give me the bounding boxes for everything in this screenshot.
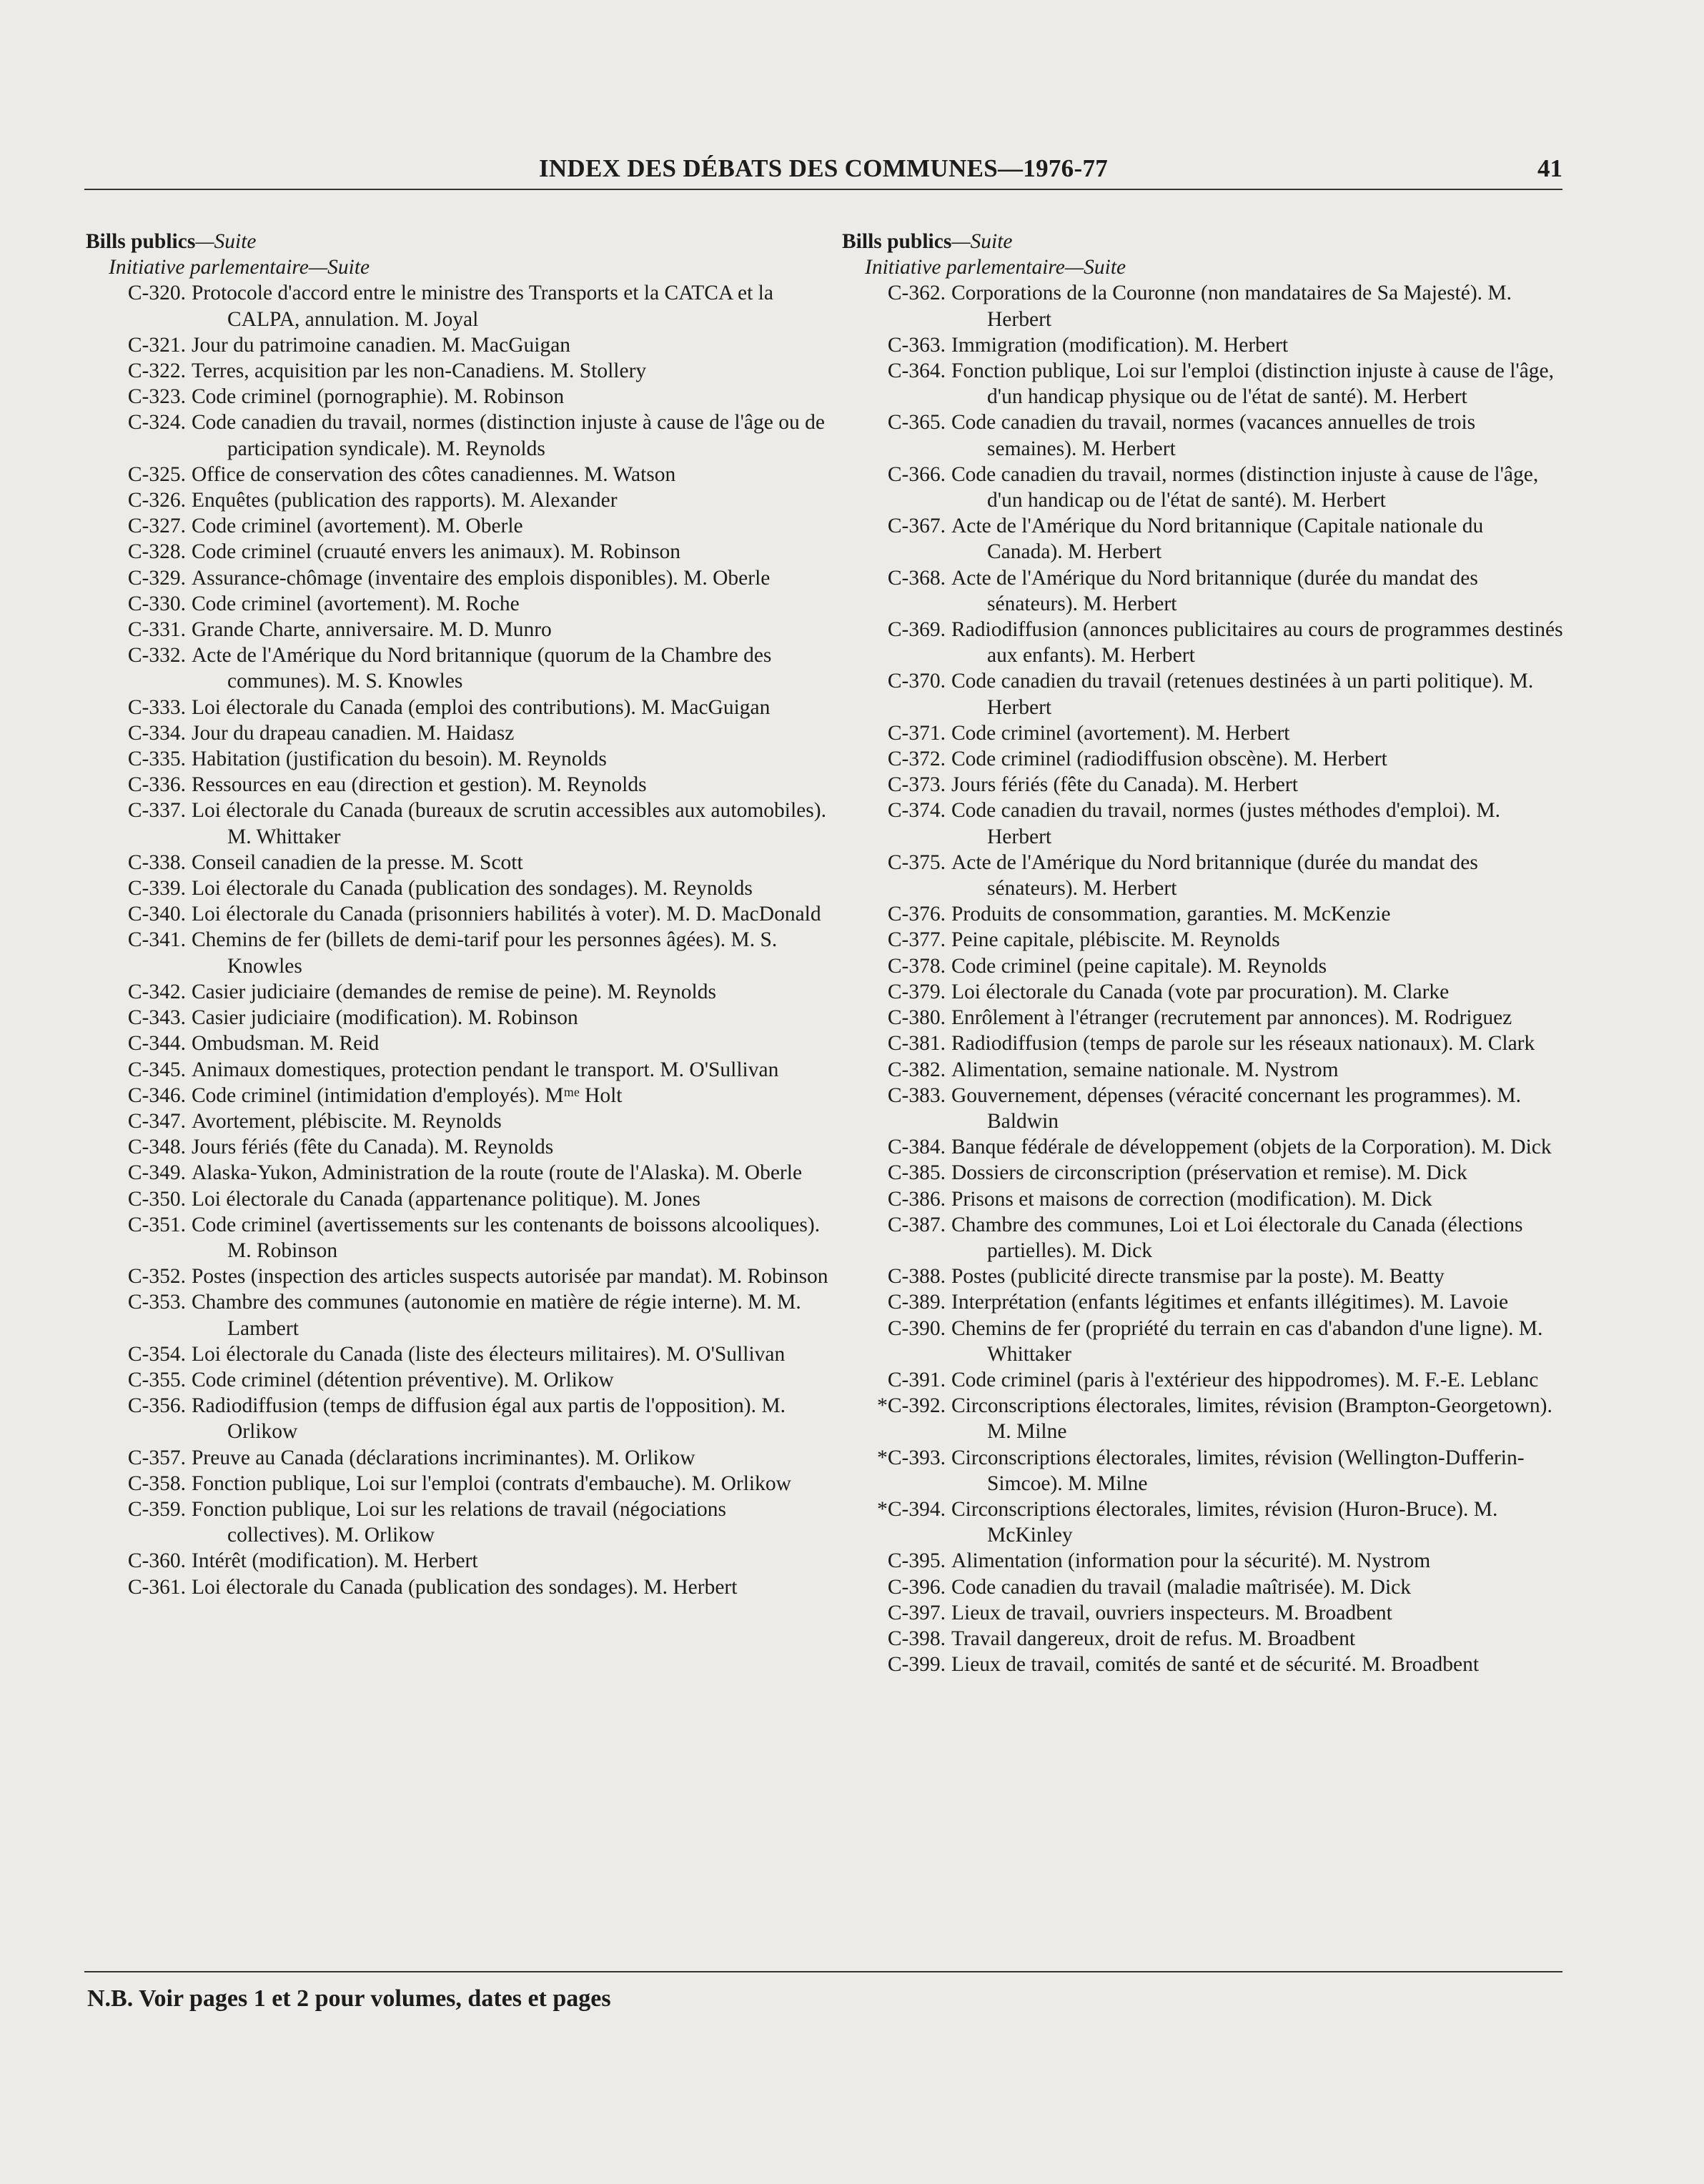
bill-title: Loi électorale du Canada (publication des sondages). M. Reynolds [192,877,753,900]
bill-number: C-395. [887,1549,946,1573]
bill-title: Loi électorale du Canada (vote par procuration). M. Clarke [951,980,1450,1003]
bill-number: C-398. [887,1627,946,1650]
page-title: INDEX DES DÉBATS DES COMMUNES—1976-77 [538,154,1109,182]
bill-title: Code criminel (détention préventive). M. Orlikow [192,1368,614,1391]
bill-number: C-356. [127,1394,186,1418]
bill-number: C-348. [127,1136,186,1159]
index-entry [86,1341,829,1367]
index-entry [86,1031,829,1056]
page-number: 41 [1537,154,1562,182]
bill-number: C-399. [887,1653,946,1677]
index-entry [842,565,1564,617]
index-entry [86,1108,829,1134]
index-entry [86,1134,829,1160]
index-entry [86,875,829,901]
bill-number: C-367. [887,515,946,538]
index-entry [842,280,1564,332]
bill-title: Enrôlement à l'étranger (recrutement par annonces). M. Rodriguez [951,1006,1512,1030]
bill-title: Code canadien du travail, normes (vacances annuelles de trois semaines). M. Herbert [951,411,1476,460]
bill-title: Code criminel (avortement). M. Herbert [951,721,1290,745]
bill-title: Immigration (modification). M. Herbert [951,333,1289,357]
bill-number: C-330. [127,592,186,615]
bill-number: C-347. [127,1109,186,1133]
bill-title: Postes (publicité directe transmise par la poste). M. Beatty [951,1265,1445,1289]
bill-title: Radiodiffusion (temps de parole sur les réseaux nationaux). M. Clark [951,1032,1535,1056]
index-entry [86,565,829,591]
right-column [842,229,1564,1677]
bill-title: Loi électorale du Canada (bureaux de scrutin accessibles aux automobiles). M. Whittaker [192,799,826,848]
bill-number: C-385. [887,1161,946,1185]
bill-number: C-339. [127,877,186,900]
bill-title: Gouvernement, dépenses (véracité concernant les programmes). M. Baldwin [951,1083,1522,1133]
bill-title: Acte de l'Amérique du Nord britannique (durée du mandat des sénateurs). M. Herbert [951,566,1478,615]
index-entry [842,1600,1564,1626]
index-entry [86,1057,829,1083]
index-entry [86,1574,829,1600]
bill-number: C-340. [127,903,186,926]
index-entry [842,1212,1564,1264]
bill-title: Loi électorale du Canada (liste des électeurs militaires). M. O'Sullivan [192,1342,786,1366]
index-entry [842,1083,1564,1134]
bill-number: C-389. [887,1291,946,1314]
bill-title: Code canadien du travail, normes (justes méthodes d'emploi). M. Herbert [951,799,1501,848]
bill-number: C-391. [887,1368,946,1391]
bill-title: Code criminel (paris à l'extérieur des hippodromes). M. F.-E. Leblanc [951,1368,1539,1391]
index-entry [842,1005,1564,1031]
bill-title: Grande Charte, anniversaire. M. D. Munro [192,618,552,642]
bill-title: Code criminel (radiodiffusion obscène). M. Herbert [951,748,1387,771]
bill-number: C-370. [887,670,946,693]
heading-label: Bills publics [86,230,196,253]
bill-number: C-371. [887,721,946,745]
index-entry [842,358,1564,409]
bill-number: C-379. [887,980,946,1003]
index-entry [86,1083,829,1108]
bill-title: Alaska-Yukon, Administration de la route (route de l'Alaska). M. Oberle [192,1161,803,1185]
bill-title: Code criminel (avortement). M. Oberle [192,515,523,538]
bill-title: Banque fédérale de développement (objets de la Corporation). M. Dick [951,1136,1552,1159]
index-entry [842,1186,1564,1212]
bill-number: C-378. [887,954,946,978]
bill-number: *C-393. [877,1446,946,1469]
bill-title: Lieux de travail, comités de santé et de sécurité. M. Broadbent [951,1653,1480,1677]
bill-title: Loi électorale du Canada (emploi des contributions). M. MacGuigan [192,695,771,719]
bill-number: C-335. [127,748,186,771]
index-entry [86,850,829,875]
entry-list [86,280,829,1599]
bill-title: Chemins de fer (propriété du terrain en cas d'abandon d'une ligne). M. Whittaker [951,1316,1543,1366]
heading-label: Bills publics [842,230,952,253]
index-entry [86,358,829,384]
index-entry [86,1548,829,1574]
index-entry [86,901,829,927]
index-entry [86,1212,829,1264]
bill-number: C-380. [887,1006,946,1030]
bill-title: Acte de l'Amérique du Nord britannique (quorum de la Chambre des communes). M. S. Knowles [192,644,772,693]
bill-title: Animaux domestiques, protection pendant le transport. M. O'Sullivan [192,1058,779,1081]
bill-number: C-351. [127,1213,186,1236]
bill-number: C-320. [127,282,186,305]
footer-note: N.B. Voir pages 1 et 2 pour volumes, dates et pages [87,1985,611,2012]
bill-number: C-383. [887,1083,946,1107]
index-entry [86,1289,829,1341]
bill-number: C-361. [127,1575,186,1599]
heading-suffix: —Suite [951,230,1013,253]
bill-number: C-387. [887,1213,946,1236]
bill-number: C-333. [127,695,186,719]
index-entry [842,772,1564,798]
bill-title: Circonscriptions électorales, limites, révision (Brampton-Georgetown). M. Milne [951,1394,1552,1444]
bill-title: Prisons et maisons de correction (modification). M. Dick [951,1187,1432,1211]
bill-title: Code criminel (avortement). M. Roche [192,592,520,615]
bill-number: C-360. [127,1549,186,1573]
bill-number: C-377. [887,928,946,952]
bill-number: C-334. [127,721,186,745]
bill-number: C-337. [127,799,186,823]
bill-number: C-388. [887,1265,946,1289]
bill-title: Conseil canadien de la presse. M. Scott [192,850,523,874]
bill-number: C-390. [887,1316,946,1340]
index-entry [842,462,1564,513]
index-entry [842,1548,1564,1574]
index-entry [842,1445,1564,1496]
bill-number: C-386. [887,1187,946,1211]
bill-number: C-368. [887,566,946,590]
bill-number: *C-392. [877,1394,946,1418]
bill-number: C-349. [127,1161,186,1185]
bill-title: Enquêtes (publication des rapports). M. Alexander [192,489,618,512]
index-entry [842,1367,1564,1393]
bill-title: Terres, acquisition par les non-Canadiens. M. Stollery [192,359,647,383]
bill-number: C-322. [127,359,186,383]
bill-title: Casier judiciaire (demandes de remise de peine). M. Reynolds [192,980,716,1003]
section-heading [842,229,1564,254]
section-subheading: Initiative parlementaire—Suite [109,256,370,279]
bill-number: C-369. [887,618,946,642]
bill-number: C-352. [127,1265,186,1289]
bill-number: C-357. [127,1446,186,1469]
bill-number: C-326. [127,489,186,512]
index-entry [86,1160,829,1186]
index-entry [86,1264,829,1289]
bill-title: Postes (inspection des articles suspects autorisée par mandat). M. Robinson [192,1265,828,1289]
index-entry [86,1393,829,1444]
bill-number: C-329. [127,566,186,590]
bill-title: Lieux de travail, ouvriers inspecteurs. M. Broadbent [951,1601,1392,1624]
bill-number: C-325. [127,462,186,486]
bill-number: C-332. [127,644,186,667]
bill-number: C-355. [127,1368,186,1391]
index-entry [842,979,1564,1005]
bill-title: Radiodiffusion (annonces publicitaires au cours de programmes destinés aux enfants). M. Herbert [951,618,1563,667]
bill-number: C-353. [127,1291,186,1314]
index-entry [842,927,1564,953]
index-entry [842,513,1564,565]
index-entry [842,668,1564,720]
index-entry [86,1005,829,1031]
bill-number: C-382. [887,1058,946,1081]
index-entry [86,1445,829,1471]
bill-title: Corporations de la Couronne (non mandataires de Sa Majesté). M. Herbert [951,282,1512,331]
bill-number: C-362. [887,282,946,305]
footer-rule [84,1971,1562,1972]
entry-list [842,280,1564,1677]
bill-title: Acte de l'Amérique du Nord britannique (Capitale nationale du Canada). M. Herbert [951,515,1484,564]
index-entry [842,409,1564,461]
bill-title: Interprétation (enfants légitimes et enfants illégitimes). M. Lavoie [951,1291,1509,1314]
index-entry [86,617,829,642]
bill-number: C-321. [127,333,186,357]
bill-number: C-331. [127,618,186,642]
bill-title: Office de conservation des côtes canadiennes. M. Watson [192,462,676,486]
bill-number: C-381. [887,1032,946,1056]
bill-number: C-341. [127,928,186,952]
index-entry [86,1496,829,1548]
bill-title: Travail dangereux, droit de refus. M. Broadbent [951,1627,1356,1650]
index-entry [842,953,1564,979]
bill-number: C-372. [887,748,946,771]
bill-title: Jours fériés (fête du Canada). M. Herbert [951,773,1298,797]
section-heading [86,229,829,254]
heading-suffix: —Suite [195,230,257,253]
index-entry [842,332,1564,358]
bill-title: Peine capitale, plébiscite. M. Reynolds [951,928,1280,952]
bill-number: C-376. [887,903,946,926]
bill-number: C-365. [887,411,946,435]
index-entry [86,746,829,772]
bill-title: Code canadien du travail, normes (distinction injuste à cause de l'âge, d'un handicap ou de l'état de santé). M. Herbert [951,462,1539,512]
index-entry [86,332,829,358]
index-entry [86,695,829,720]
bill-number: C-346. [127,1083,186,1107]
bill-title: Code criminel (intimidation d'employés). Mᵐᵉ Holt [192,1083,623,1107]
bill-title: Radiodiffusion (temps de diffusion égal aux partis de l'opposition). M. Orlikow [192,1394,786,1444]
bill-number: C-397. [887,1601,946,1624]
bill-title: Loi électorale du Canada (publication des sondages). M. Herbert [192,1575,738,1599]
index-entry [86,720,829,746]
index-entry [842,1160,1564,1186]
bill-title: Code criminel (pornographie). M. Robinson [192,385,565,409]
index-entry [86,1367,829,1393]
bill-title: Ressources en eau (direction et gestion). M. Reynolds [192,773,647,797]
index-entry [86,487,829,513]
bill-number: C-375. [887,850,946,874]
index-entry [86,772,829,798]
bill-title: Chemins de fer (billets de demi-tarif pour les personnes âgées). M. S. Knowles [192,928,778,978]
bill-number: C-366. [887,462,946,486]
bill-title: Circonscriptions électorales, limites, révision (Huron-Bruce). M. McKinley [951,1497,1498,1547]
bill-number: C-374. [887,799,946,823]
left-column [86,229,829,1600]
section-subheading: Initiative parlementaire—Suite [865,256,1126,279]
bill-number: C-358. [127,1471,186,1495]
index-entry [842,850,1564,901]
bill-title: Loi électorale du Canada (appartenance politique). M. Jones [192,1187,700,1211]
index-entry [86,591,829,617]
bill-number: C-363. [887,333,946,357]
bill-title: Fonction publique, Loi sur les relations de travail (négociations collectives). M. Orlikow [192,1497,726,1547]
index-entry [842,901,1564,927]
index-entry [842,1626,1564,1652]
index-entry [842,617,1564,668]
bill-number: *C-394. [877,1497,946,1521]
bill-title: Code criminel (avertissements sur les contenants de boissons alcooliques). M. Robinson [192,1213,821,1262]
index-entry [86,539,829,565]
bill-title: Casier judiciaire (modification). M. Robinson [192,1006,578,1030]
index-entry [842,1574,1564,1600]
index-entry [842,1316,1564,1367]
index-entry [842,1393,1564,1444]
bill-title: Circonscriptions électorales, limites, révision (Wellington-Dufferin-Simcoe). M. Milne [951,1446,1525,1495]
bill-number: C-396. [887,1575,946,1599]
bill-title: Jours fériés (fête du Canada). M. Reynolds [192,1136,554,1159]
bill-number: C-350. [127,1187,186,1211]
index-entry [86,513,829,539]
bill-title: Code criminel (peine capitale). M. Reynolds [951,954,1327,978]
index-entry [842,1652,1564,1677]
bill-title: Produits de consommation, garanties. M. McKenzie [951,903,1391,926]
bill-number: C-338. [127,850,186,874]
index-entry [842,1264,1564,1289]
index-entry [86,979,829,1005]
bill-title: Alimentation, semaine nationale. M. Nystrom [951,1058,1339,1081]
bill-title: Jour du drapeau canadien. M. Haidasz [192,721,515,745]
index-entry [842,746,1564,772]
bill-number: C-328. [127,540,186,564]
index-entry [842,1031,1564,1056]
bill-title: Acte de l'Amérique du Nord britannique (durée du mandat des sénateurs). M. Herbert [951,850,1478,900]
index-entry [86,642,829,694]
index-entry [86,927,829,978]
bill-number: C-384. [887,1136,946,1159]
bill-number: C-342. [127,980,186,1003]
bill-title: Code canadien du travail, normes (distinction injuste à cause de l'âge ou de participation syndicale). M. Reynolds [192,411,825,460]
index-entry [842,720,1564,746]
index-entry [842,1496,1564,1548]
bill-title: Ombudsman. M. Reid [192,1032,380,1056]
bill-title: Protocole d'accord entre le ministre des Transports et la CATCA et la CALPA, annulation. M. Joyal [192,282,773,331]
header-rule [84,189,1562,190]
page-header [84,154,1562,192]
bill-title: Intérêt (modification). M. Herbert [192,1549,478,1573]
index-entry [842,798,1564,849]
bill-number: C-336. [127,773,186,797]
index-entry [86,1471,829,1496]
bill-title: Habitation (justification du besoin). M. Reynolds [192,748,607,771]
bill-title: Code canadien du travail (retenues destinées à un parti politique). M. Herbert [951,670,1534,719]
bill-title: Dossiers de circonscription (préservation et remise). M. Dick [951,1161,1467,1185]
bill-title: Jour du patrimoine canadien. M. MacGuigan [192,333,571,357]
bill-number: C-373. [887,773,946,797]
index-entry [842,1289,1564,1315]
bill-title: Chambre des communes (autonomie en matière de régie interne). M. M. Lambert [192,1291,801,1340]
bill-title: Alimentation (information pour la sécurité). M. Nystrom [951,1549,1431,1573]
bill-title: Chambre des communes, Loi et Loi électorale du Canada (élections partielles). M. Dick [951,1213,1523,1262]
bill-number: C-344. [127,1032,186,1056]
index-entry [86,462,829,487]
bill-title: Loi électorale du Canada (prisonniers habilités à voter). M. D. MacDonald [192,903,821,926]
bill-title: Preuve au Canada (déclarations incriminantes). M. Orlikow [192,1446,695,1469]
bill-title: Code canadien du travail (maladie maîtrisée). M. Dick [951,1575,1412,1599]
index-entry [842,1134,1564,1160]
bill-number: C-354. [127,1342,186,1366]
bill-title: Fonction publique, Loi sur l'emploi (contrats d'embauche). M. Orlikow [192,1471,791,1495]
bill-number: C-345. [127,1058,186,1081]
bill-number: C-327. [127,515,186,538]
bill-number: C-324. [127,411,186,435]
index-entry [842,1057,1564,1083]
bill-number: C-364. [887,359,946,383]
index-entry [86,384,829,409]
bill-title: Code criminel (cruauté envers les animaux). M. Robinson [192,540,681,564]
index-entry [86,798,829,849]
index-entry [86,280,829,332]
bill-number: C-359. [127,1497,186,1521]
index-entry [86,409,829,461]
bill-title: Fonction publique, Loi sur l'emploi (distinction injuste à cause de l'âge, d'un handicap physique ou de l'état de santé). M. Herbert [951,359,1555,409]
index-entry [86,1186,829,1212]
bill-number: C-343. [127,1006,186,1030]
bill-title: Avortement, plébiscite. M. Reynolds [192,1109,502,1133]
bill-title: Assurance-chômage (inventaire des emplois disponibles). M. Oberle [192,566,771,590]
bill-number: C-323. [127,385,186,409]
